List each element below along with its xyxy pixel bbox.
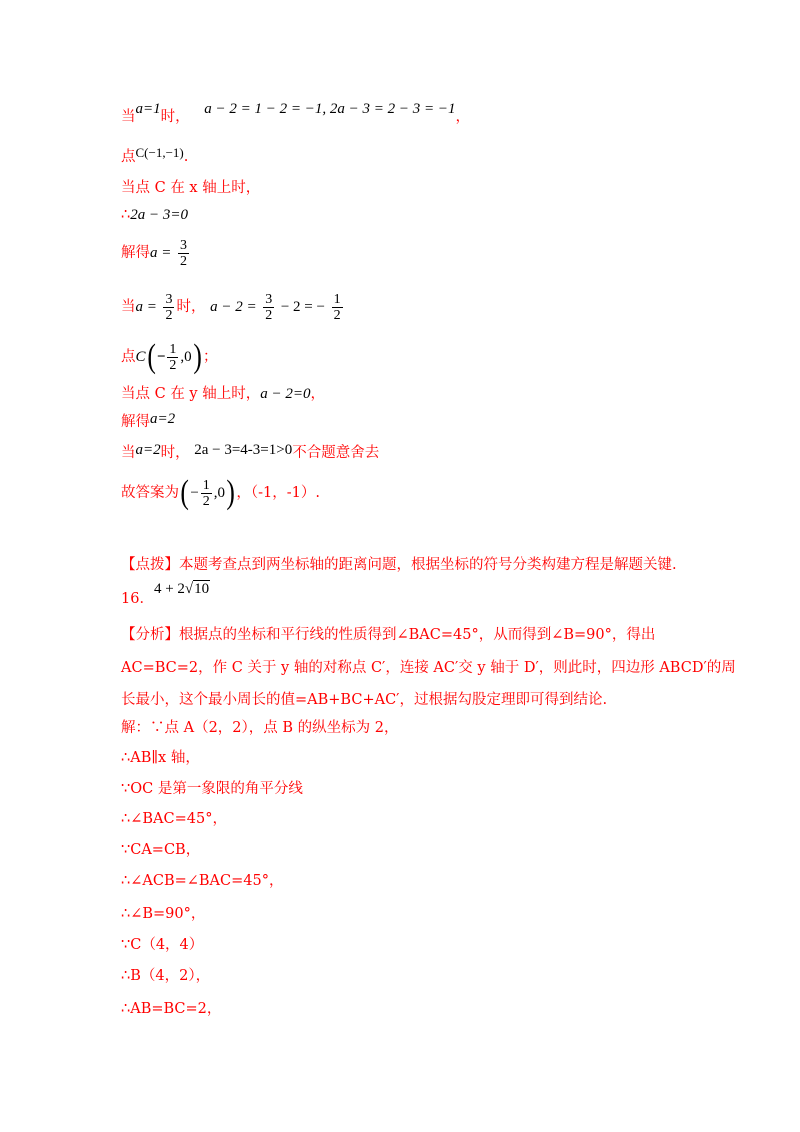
math: 4 + 2 <box>153 581 185 597</box>
text: 当 <box>121 109 136 125</box>
denominator: 2 <box>179 253 187 269</box>
text: 故答案为 <box>121 485 179 501</box>
numerator: 1 <box>333 291 341 307</box>
solution-line: ∴∠B=90°， <box>121 906 206 922</box>
math: a − 2=0 <box>260 386 311 402</box>
line-4 <box>121 205 188 225</box>
sqrt-sign: √ <box>184 581 194 597</box>
analysis-line-3: 长最小，这个最小周长的值=AB+BC+AC′，过根据勾股定理即可得到结论. <box>121 692 608 708</box>
answer-math <box>154 581 210 597</box>
line-2 <box>121 147 188 167</box>
fraction <box>163 292 174 323</box>
text: ， <box>310 386 325 402</box>
numerator: 1 <box>202 477 210 493</box>
math: a = <box>135 299 157 315</box>
line-1 <box>121 101 470 127</box>
tip-line <box>121 555 677 575</box>
math: C <box>135 349 146 365</box>
fraction <box>178 238 189 269</box>
right-paren: ) <box>226 474 235 511</box>
fraction <box>201 478 212 509</box>
math: a=2 <box>135 442 161 458</box>
tip-text: 本题考查点到两坐标轴的距离问题，根据坐标的符号分类构建方程是解题关键. <box>179 557 677 573</box>
denominator: 2 <box>165 307 173 323</box>
text: ； <box>202 349 218 365</box>
fraction <box>263 292 274 323</box>
line-11 <box>121 476 320 510</box>
solution-line: 解：∵点 A（2，2），点 B 的纵坐标为 2， <box>121 720 399 736</box>
solution-line: ∵CA=CB， <box>121 842 201 858</box>
text: 当 <box>121 299 136 315</box>
line-6 <box>121 290 345 324</box>
math: a=2 <box>150 411 176 427</box>
math: a − 2 = 1 − 2 = −1, 2a − 3 = 2 − 3 = −1 <box>204 101 456 117</box>
denominator: 2 <box>202 493 210 509</box>
text: 不合题意舍去 <box>292 445 380 461</box>
solution-line: ∴∠BAC=45°， <box>121 811 227 827</box>
denominator: 2 <box>265 307 273 323</box>
line-5 <box>121 236 191 270</box>
denominator: 2 <box>169 357 177 373</box>
numerator: 1 <box>169 341 177 357</box>
math: a = <box>150 245 172 261</box>
line-10 <box>121 443 379 463</box>
numerator: 3 <box>265 291 273 307</box>
tip-tag: 【点拨】 <box>121 557 179 573</box>
analysis-text: 根据点的坐标和平行线的性质得到∠BAC=45°，从而得到∠B=90°，得出 <box>179 627 656 643</box>
solution-line: ∴AB∥x 轴， <box>121 750 200 766</box>
line-9 <box>121 412 175 432</box>
text: 点 <box>121 349 136 365</box>
text: 解得 <box>121 245 150 261</box>
text: ，（-1，-1）. <box>236 485 320 501</box>
text: 当 <box>121 445 136 461</box>
text: 当点 C 在 y 轴上时， <box>121 386 261 402</box>
text: 时， <box>176 299 206 315</box>
left-paren: ( <box>180 474 189 511</box>
math: − <box>190 485 199 501</box>
math: C(−1,−1) <box>135 145 184 160</box>
solution-line: ∴AB=BC=2， <box>121 1001 222 1017</box>
text: 解得 <box>121 414 150 430</box>
math: − 2 = − <box>280 299 325 315</box>
right-paren: ) <box>193 338 202 375</box>
analysis-tag: 【分析】 <box>121 627 179 643</box>
text: 点 <box>121 149 136 165</box>
solution-line: ∴B（4，2）， <box>121 968 211 984</box>
text: ∴ <box>121 207 131 223</box>
numerator: 3 <box>165 291 173 307</box>
text: ， <box>455 109 470 125</box>
text: . <box>183 149 189 165</box>
solution-line: ∵C（4，4） <box>121 937 204 953</box>
math: ,0 <box>213 485 226 501</box>
math: 2a − 3=4-3=1>0 <box>194 442 293 458</box>
math: 2a − 3=0 <box>130 207 188 223</box>
solution-line: ∴∠ACB=∠BAC=45°， <box>121 873 284 889</box>
numerator: 3 <box>179 237 187 253</box>
math: ,0 <box>180 349 192 365</box>
analysis-line-2: AC=BC=2，作 C 关于 y 轴的对称点 C′，连接 AC′交 y 轴于 D′，则此时，四边形 ABCD′的周 <box>121 660 736 676</box>
question-number: 16． <box>121 591 154 607</box>
fraction <box>332 292 343 323</box>
question-16 <box>121 581 210 607</box>
line-3: 当点 C 在 x 轴上时， <box>121 180 261 196</box>
text: 时， <box>160 109 190 125</box>
denominator: 2 <box>333 307 341 323</box>
line-7 <box>121 340 217 374</box>
math: a=1 <box>135 101 161 117</box>
math: − <box>156 349 166 365</box>
radicand: 10 <box>194 581 210 597</box>
line-8 <box>121 384 325 404</box>
fraction <box>167 342 178 373</box>
math: a − 2 = <box>210 299 257 315</box>
solution-line: ∵OC 是第一象限的角平分线 <box>121 781 303 797</box>
analysis-line-1 <box>121 625 655 645</box>
left-paren: ( <box>146 338 156 375</box>
text: 时， <box>160 445 190 461</box>
